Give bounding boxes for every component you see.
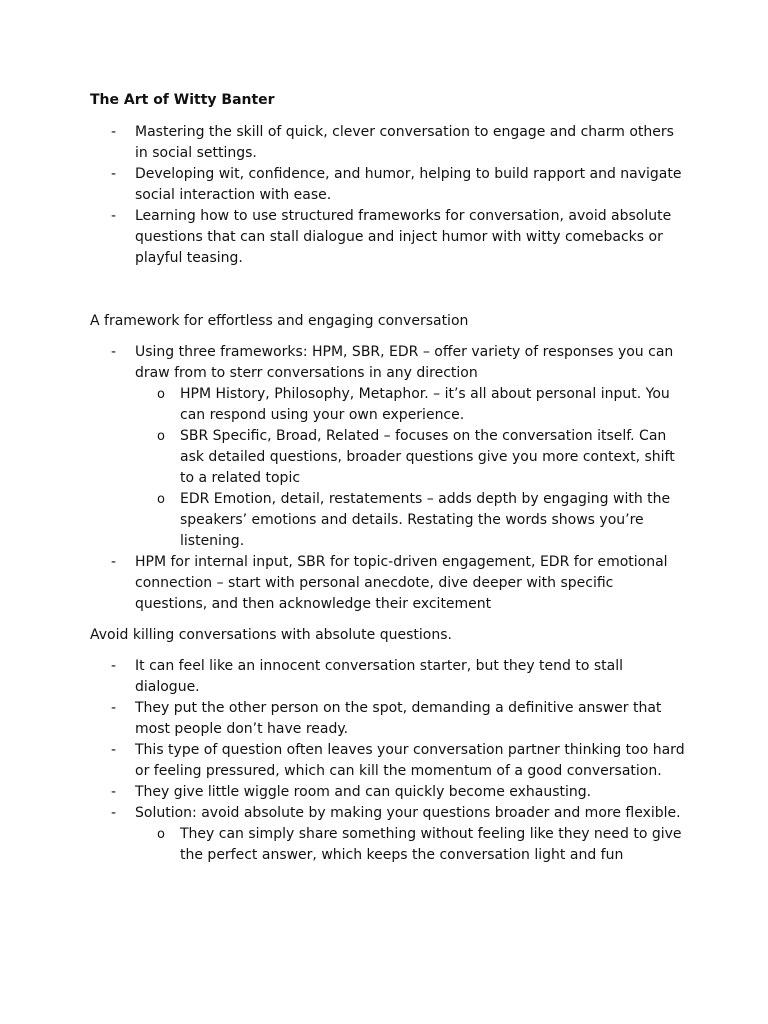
dash-bullet: -: [111, 700, 117, 716]
section-heading-framework: A framework for effortless and engaging conversation: [90, 313, 469, 329]
list-item: [90, 698, 690, 740]
dash-bullet: -: [111, 124, 117, 140]
dash-bullet: -: [111, 805, 117, 821]
section-heading-absolute-questions: Avoid killing conversations with absolute questions.: [90, 627, 452, 643]
document-page: [90, 90, 690, 866]
list-item-text: It can feel like an innocent conversation starter, but they tend to stall dialogue.: [135, 658, 624, 695]
list-item-text: Developing wit, confidence, and humor, helping to build rapport and navigate social interaction with ease.: [135, 166, 682, 203]
list-item: [90, 740, 690, 782]
list-item: [90, 656, 690, 698]
list-item: [90, 206, 690, 269]
absolute-questions-list: [90, 656, 690, 866]
list-item-text: Mastering the skill of quick, clever conversation to engage and charm others in social settings.: [135, 124, 674, 161]
list-item-text: They give little wiggle room and can quickly become exhausting.: [135, 784, 592, 800]
dash-bullet: -: [111, 658, 117, 674]
dash-bullet: -: [111, 344, 117, 360]
dash-bullet: -: [111, 554, 117, 570]
sublist-item: [135, 824, 690, 866]
list-item: [90, 803, 690, 866]
sublist-item: [135, 426, 690, 489]
list-item: [90, 782, 690, 803]
list-item: [90, 552, 690, 615]
dash-bullet: -: [111, 166, 117, 182]
sublist-item-text: They can simply share something without feeling like they need to give the perfect answer, which keeps the conversation light and fun: [180, 826, 682, 863]
framework-sublist: [135, 384, 690, 552]
list-item-text: Using three frameworks: HPM, SBR, EDR – offer variety of responses you can draw from to sterr conversations in any direction: [135, 344, 674, 381]
framework-list: [90, 342, 690, 615]
dash-bullet: -: [111, 208, 117, 224]
solution-sublist: [135, 824, 690, 866]
sublist-item-text: HPM History, Philosophy, Metaphor. – it’s all about personal input. You can respond using your own experience.: [180, 386, 670, 423]
list-item: [90, 122, 690, 164]
list-item-text: Learning how to use structured frameworks for conversation, avoid absolute questions that can stall dialogue and inject humor with witty comebacks or playful teasing.: [135, 208, 672, 266]
circle-bullet: o: [157, 387, 165, 402]
dash-bullet: -: [111, 784, 117, 800]
sublist-item-text: SBR Specific, Broad, Related – focuses on the conversation itself. Can ask detailed questions, broader questions give you more context, shift to a related topic: [180, 428, 675, 486]
document-title: The Art of Witty Banter: [90, 92, 275, 108]
list-item-text: This type of question often leaves your conversation partner thinking too hard or feeling pressured, which can kill the momentum of a good conversation.: [135, 742, 685, 779]
sublist-item: [135, 489, 690, 552]
list-item-text: HPM for internal input, SBR for topic-driven engagement, EDR for emotional connection – start with personal anecdote, dive deeper with specific questions, and then acknowledge their excitement: [135, 554, 668, 612]
list-item-text: They put the other person on the spot, demanding a definitive answer that most people don’t have ready.: [135, 700, 662, 737]
circle-bullet: o: [157, 492, 165, 507]
list-item-text: Solution: avoid absolute by making your questions broader and more flexible.: [135, 805, 681, 821]
circle-bullet: o: [157, 827, 165, 842]
circle-bullet: o: [157, 429, 165, 444]
list-item: [90, 164, 690, 206]
sublist-item-text: EDR Emotion, detail, restatements – adds depth by engaging with the speakers’ emotions and details. Restating the words shows you’re listening.: [180, 491, 671, 549]
list-item: [90, 342, 690, 552]
intro-list: [90, 122, 690, 269]
dash-bullet: -: [111, 742, 117, 758]
sublist-item: [135, 384, 690, 426]
